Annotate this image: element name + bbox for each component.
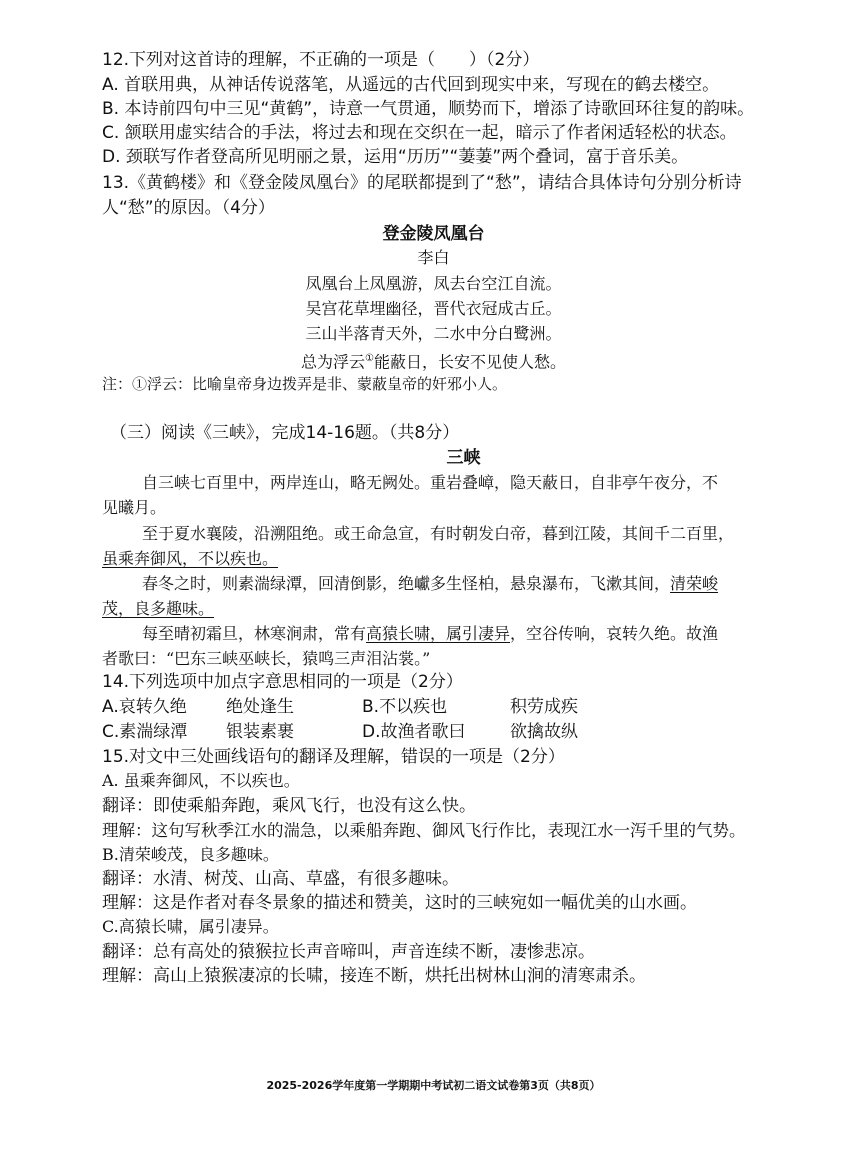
poem-line-2: 吴宫花草埋幽径，晋代衣冠成古丘。 xyxy=(305,299,562,318)
section-heading: （三）阅读《三峡》，完成14-16题。（共8分） xyxy=(110,423,460,443)
passage-p4-line2: 者歌曰：“巴东三峡巫峡长，猿鸣三声泪沾裳。” xyxy=(102,649,431,668)
passage-p3-text: 春冬之时，则素湍绿潭，回清倒影，绝巘多生怪柏，悬泉瀑布，飞漱其间， xyxy=(142,574,671,593)
q15-b-understanding: 理解：这是作者对春冬景象的描述和赞美，这时的三峡宛如一幅优美的山水画。 xyxy=(102,893,697,913)
q14-option-c: C.素湍绿潭 xyxy=(102,722,188,742)
q13-stem-line2: 人“愁”的原因。（4分） xyxy=(102,198,275,218)
page-footer: 2025-2026学年度第一学期期中考试初二语文试卷第3页（共8页） xyxy=(266,1079,601,1092)
q12-stem: 12.下列对这首诗的理解，不正确的一项是（ ）（2分） xyxy=(102,50,540,70)
passage-p3-line1 xyxy=(142,572,718,596)
passage-p1-line2: 见曦月。 xyxy=(102,498,167,517)
poem-line-4-part1: 总为浮云 xyxy=(301,352,366,372)
q12-option-b: B. 本诗前四句中三见“黄鹤”，诗意一气贯通，顺势而下，增添了诗歌回环往复的韵味。 xyxy=(102,99,755,119)
poem-line-3: 三山半落青天外，二水中分白鹭洲。 xyxy=(305,324,562,343)
poem-line-4-part2: 能蔽日，长安不见使人愁。 xyxy=(373,352,566,372)
q14-option-a: A.哀转久绝 xyxy=(102,697,187,717)
passage-p2-line2-underlined: 虽乘奔御风，不以疾也。 xyxy=(102,549,279,568)
q15-stem: 15.对文中三处画线语句的翻译及理解，错误的一项是（2分） xyxy=(102,747,565,767)
passage-p4-line1 xyxy=(142,622,718,646)
q14-option-c-compare: 银装素裹 xyxy=(226,722,294,742)
q15-a-translation: 翻译：即使乘船奔跑，乘风飞行，也没有这么快。 xyxy=(102,796,476,816)
passage-p3-underlined-start: 清荣峻 xyxy=(670,574,719,593)
q12-option-a: A. 首联用典，从神话传说落笔，从遥远的古代回到现实中来，写现在的鹤去楼空。 xyxy=(102,75,720,95)
passage-p2-line1: 至于夏水襄陵，沿溯阻绝。或王命急宣，有时朝发白帝，暮到江陵，其间千二百里， xyxy=(142,524,735,543)
passage-p1-line1: 自三峡七百里中，两岸连山，略无阙处。重岩叠嶂，隐天蔽日，自非亭午夜分，不 xyxy=(142,473,719,492)
q15-option-b: B.清荣峻茂，良多趣味。 xyxy=(102,845,279,864)
q14-option-b-compare: 积劳成疾 xyxy=(510,697,578,717)
poem-line-4 xyxy=(0,347,867,374)
poem-author: 李白 xyxy=(417,248,450,267)
poem-note: 注：①浮云：比喻皇帝身边拨弄是非、蒙蔽皇帝的奸邪小人。 xyxy=(102,375,508,393)
q15-option-c: C.高猿长啸，属引凄异。 xyxy=(102,917,279,936)
q15-option-a: A. 虽乘奔御风，不以疾也。 xyxy=(102,771,300,790)
q12-option-c: C. 颔联用虚实结合的手法，将过去和现在交织在一起，暗示了作者闲适轻松的状态。 xyxy=(102,123,737,143)
q14-stem: 14.下列选项中加点字意思相同的一项是（2分） xyxy=(102,672,463,692)
footnote-marker: ① xyxy=(365,353,374,364)
q14-option-d-compare: 欲擒故纵 xyxy=(510,722,578,742)
passage-p3-line2-underlined: 茂，良多趣味。 xyxy=(102,599,215,618)
q15-a-understanding: 理解：这句写秋季江水的湍急，以乘船奔跑、御风飞行作比，表现江水一泻千里的气势。 xyxy=(102,821,746,840)
passage-p4-underlined: 高猿长啸，属引凄异 xyxy=(366,624,511,643)
passage-title: 三峡 xyxy=(446,448,481,468)
passage-p4-post: ，空谷传响，哀转久绝。故渔 xyxy=(510,624,719,643)
q15-c-understanding: 理解：高山上猿猴凄凉的长啸，接连不断，烘托出树林山涧的清寒肃杀。 xyxy=(102,966,646,986)
poem-title: 登金陵凤凰台 xyxy=(382,224,485,244)
q13-stem-line1: 13.《黄鹤楼》和《登金陵凤凰台》的尾联都提到了“愁”，请结合具体诗句分别分析诗 xyxy=(102,173,742,193)
passage-p4-pre: 每至晴初霜旦，林寒涧肃，常有 xyxy=(142,624,367,643)
q12-option-d: D. 颈联写作者登高所见明丽之景，运用“历历”“萋萋”两个叠词，富于音乐美。 xyxy=(102,147,689,167)
q14-option-a-compare: 绝处逢生 xyxy=(226,697,294,717)
q15-b-translation: 翻译：水清、树茂、山高、草盛，有很多趣味。 xyxy=(102,869,459,889)
q14-option-d: D.故渔者歌曰 xyxy=(362,722,466,742)
q15-c-translation: 翻译：总有高处的猿猴拉长声音啼叫，声音连续不断，凄惨悲凉。 xyxy=(102,942,595,962)
q14-option-b: B.不以疾也 xyxy=(362,697,448,717)
poem-line-1: 凤凰台上凤凰游，凤去台空江自流。 xyxy=(305,274,562,293)
